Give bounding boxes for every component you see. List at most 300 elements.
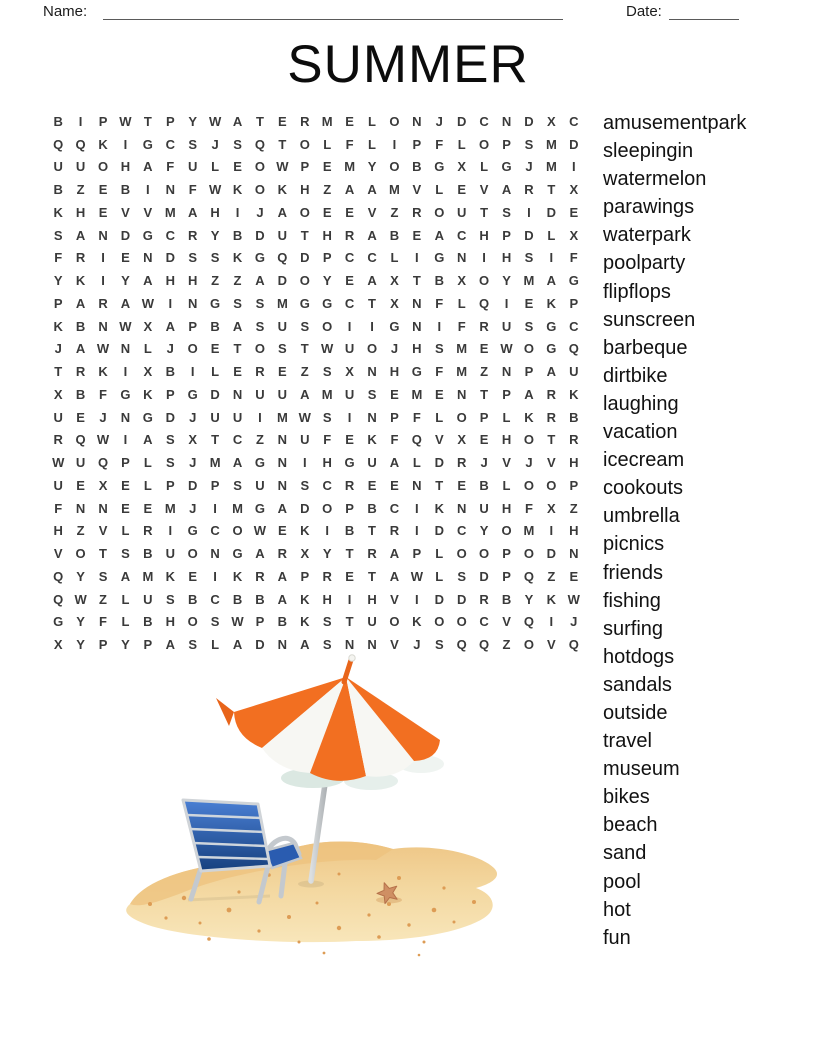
grid-letter: D — [188, 477, 198, 493]
grid-letter: Y — [322, 546, 332, 562]
grid-letter: P — [502, 227, 511, 243]
grid-letter: L — [143, 455, 152, 471]
grid-letter: A — [524, 386, 534, 402]
grid-letter: A — [389, 546, 400, 562]
grid-letter: P — [165, 477, 175, 493]
word-list-item: cookouts — [603, 477, 684, 500]
grid-letter: N — [412, 113, 422, 129]
grid-letter: I — [527, 204, 531, 220]
grid-letter: T — [99, 546, 107, 562]
grid-letter: H — [300, 182, 310, 198]
grid-letter: T — [345, 614, 354, 630]
grid-letter: Q — [75, 136, 86, 152]
grid-letter: F — [99, 614, 107, 630]
grid-letter: D — [120, 227, 131, 243]
grid-letter: O — [366, 341, 378, 357]
grid-letter: W — [119, 318, 132, 334]
grid-letter: Z — [255, 432, 264, 448]
grid-letter: L — [121, 591, 130, 607]
grid-letter: N — [120, 409, 131, 425]
grid-letter: B — [143, 546, 153, 562]
grid-letter: Y — [479, 523, 489, 539]
grid-letter: X — [188, 432, 198, 448]
grid-letter: X — [143, 364, 153, 380]
grid-letter: S — [188, 637, 198, 653]
grid-letter: H — [165, 614, 175, 630]
grid-letter: I — [235, 204, 240, 220]
grid-letter: N — [501, 113, 512, 129]
grid-letter: C — [210, 591, 220, 607]
grid-letter: A — [367, 273, 377, 289]
grid-letter: O — [479, 546, 490, 562]
grid-letter: W — [321, 341, 334, 357]
grid-letter: V — [98, 523, 108, 539]
grid-letter: T — [368, 523, 376, 539]
grid-letter: O — [479, 273, 490, 289]
grid-letter: H — [389, 364, 400, 380]
grid-letter: G — [546, 341, 557, 357]
grid-letter: S — [278, 341, 287, 357]
word-list-item: watermelon — [603, 168, 707, 191]
grid-letter: O — [456, 409, 467, 425]
grid-letter: J — [525, 159, 533, 175]
grid-letter: P — [121, 455, 130, 471]
grid-letter: I — [101, 273, 105, 289]
grid-letter: A — [277, 568, 288, 584]
grid-letter: G — [568, 273, 579, 289]
grid-letter: J — [54, 341, 62, 357]
word-list-item: poolparty — [603, 252, 686, 275]
grid-letter: B — [255, 591, 265, 607]
grid-letter: I — [168, 523, 173, 539]
grid-letter: U — [277, 227, 288, 243]
grid-letter: L — [390, 250, 399, 266]
grid-letter: E — [434, 386, 444, 402]
grid-letter: F — [345, 136, 354, 152]
grid-letter: W — [52, 455, 65, 471]
grid-letter: S — [434, 637, 444, 653]
grid-letter: A — [232, 637, 243, 653]
word-list-item: waterpark — [603, 224, 691, 247]
grid-letter: A — [120, 295, 131, 311]
grid-letter: R — [188, 227, 198, 243]
grid-letter: R — [457, 455, 467, 471]
grid-letter: Q — [568, 341, 579, 357]
word-list-item: picnics — [603, 533, 665, 556]
grid-letter: D — [457, 113, 467, 129]
grid-letter: O — [546, 477, 557, 493]
grid-letter: Y — [367, 159, 377, 175]
grid-letter: S — [434, 341, 444, 357]
grid-letter: E — [345, 568, 354, 584]
grid-letter: P — [165, 386, 175, 402]
grid-letter: M — [545, 159, 557, 175]
grid-letter: G — [142, 136, 153, 152]
grid-letter: A — [143, 159, 153, 175]
grid-letter: X — [143, 318, 153, 334]
grid-letter: J — [525, 455, 533, 471]
word-list-item: pool — [603, 870, 641, 893]
grid-letter: S — [121, 546, 130, 562]
grid-letter: W — [208, 182, 222, 198]
grid-letter: R — [412, 204, 422, 220]
grid-letter: E — [390, 386, 399, 402]
grid-letter: I — [415, 591, 419, 607]
grid-letter: E — [278, 364, 287, 380]
grid-letter: Q — [411, 432, 422, 448]
word-list-item: bikes — [603, 786, 650, 809]
grid-letter: G — [434, 159, 445, 175]
grid-letter: U — [367, 614, 377, 630]
grid-letter: A — [277, 204, 288, 220]
grid-letter: Q — [523, 614, 534, 630]
grid-letter: T — [412, 273, 421, 289]
grid-letter: S — [300, 318, 310, 334]
grid-letter: H — [210, 204, 220, 220]
grid-letter: A — [255, 546, 265, 562]
grid-letter: S — [502, 204, 511, 220]
grid-letter: D — [546, 204, 557, 220]
grid-letter: W — [208, 113, 222, 129]
grid-letter: K — [53, 204, 63, 220]
grid-letter: V — [434, 432, 444, 448]
grid-letter: J — [189, 455, 197, 471]
grid-letter: H — [322, 591, 332, 607]
grid-letter: U — [501, 318, 512, 334]
grid-letter: E — [76, 477, 85, 493]
grid-letter: H — [120, 159, 131, 175]
grid-letter: Z — [76, 182, 85, 198]
grid-letter: V — [479, 182, 489, 198]
grid-letter: T — [255, 113, 264, 129]
word-list-item: laughing — [603, 392, 679, 415]
grid-letter: X — [300, 546, 310, 562]
grid-letter: O — [187, 341, 198, 357]
grid-letter: N — [569, 546, 579, 562]
grid-letter: T — [547, 182, 556, 198]
grid-letter: J — [166, 341, 174, 357]
grid-letter: Q — [97, 455, 109, 471]
grid-letter: L — [435, 568, 444, 584]
grid-letter: S — [524, 318, 534, 334]
grid-letter: A — [188, 204, 198, 220]
grid-letter: J — [480, 455, 488, 471]
grid-letter: E — [457, 182, 467, 198]
grid-letter: A — [367, 182, 377, 198]
grid-letter: U — [344, 341, 355, 357]
grid-letter: O — [501, 523, 512, 539]
grid-letter: V — [502, 455, 511, 471]
grid-letter: M — [209, 455, 221, 471]
grid-letter: B — [412, 159, 422, 175]
grid-letter: I — [504, 295, 509, 311]
grid-letter: L — [121, 614, 130, 630]
grid-letter: W — [500, 341, 513, 357]
word-list-item: beach — [603, 814, 658, 837]
grid-letter: N — [412, 318, 422, 334]
grid-letter: A — [75, 341, 86, 357]
grid-letter: D — [569, 136, 579, 152]
grid-letter: F — [569, 250, 578, 266]
grid-letter: W — [96, 432, 110, 448]
grid-letter: D — [210, 386, 220, 402]
grid-letter: U — [367, 455, 377, 471]
grid-letter: I — [549, 523, 554, 539]
grid-letter: S — [300, 477, 310, 493]
grid-letter: A — [232, 113, 243, 129]
page-title: SUMMER — [287, 35, 529, 94]
grid-letter: O — [389, 159, 400, 175]
grid-letter: C — [569, 318, 579, 334]
grid-letter: U — [232, 409, 243, 425]
grid-letter: U — [300, 432, 310, 448]
grid-letter: N — [120, 341, 131, 357]
grid-letter: F — [54, 250, 63, 266]
grid-letter: U — [569, 364, 579, 380]
grid-letter: R — [479, 318, 489, 334]
grid-letter: O — [254, 159, 265, 175]
grid-letter: A — [232, 318, 243, 334]
grid-letter: T — [54, 364, 63, 380]
grid-letter: S — [233, 477, 242, 493]
grid-letter: I — [549, 250, 554, 266]
grid-letter: F — [412, 409, 421, 425]
grid-letter: C — [165, 136, 175, 152]
grid-letter: D — [434, 455, 444, 471]
grid-letter: D — [165, 250, 175, 266]
grid-letter: Q — [53, 591, 64, 607]
grid-letter: P — [300, 568, 310, 584]
grid-letter: X — [457, 159, 467, 175]
grid-letter: K — [367, 432, 377, 448]
grid-letter: H — [367, 591, 377, 607]
grid-letter: U — [344, 386, 355, 402]
grid-letter: I — [482, 250, 486, 266]
grid-letter: K — [546, 295, 557, 311]
grid-letter: K — [300, 523, 310, 539]
grid-letter: G — [254, 250, 265, 266]
grid-letter: V — [547, 455, 556, 471]
grid-letter: M — [276, 409, 288, 425]
grid-letter: B — [165, 364, 175, 380]
grid-letter: L — [412, 455, 421, 471]
grid-letter: L — [211, 159, 220, 175]
grid-letter: O — [479, 136, 490, 152]
grid-letter: F — [188, 182, 197, 198]
word-list-item: sand — [603, 842, 647, 865]
grid-letter: N — [165, 182, 175, 198]
grid-letter: R — [367, 546, 377, 562]
grid-letter: Y — [121, 637, 130, 653]
name-label: Name: — [43, 3, 88, 20]
grid-letter: G — [299, 295, 310, 311]
grid-letter: H — [501, 500, 512, 516]
grid-letter: G — [53, 614, 64, 630]
grid-letter: B — [188, 591, 198, 607]
grid-letter: U — [53, 409, 63, 425]
grid-letter: I — [549, 614, 554, 630]
grid-letter: A — [367, 227, 377, 243]
grid-letter: W — [231, 614, 244, 630]
grid-letter: B — [210, 318, 220, 334]
grid-letter: B — [53, 182, 63, 198]
grid-letter: O — [254, 182, 265, 198]
grid-letter: I — [392, 136, 397, 152]
grid-letter: Q — [75, 432, 86, 448]
grid-letter: E — [76, 409, 85, 425]
word-list-item: hotdogs — [603, 645, 675, 668]
word-list-item: museum — [603, 758, 680, 781]
grid-letter: G — [254, 500, 265, 516]
grid-letter: C — [210, 523, 220, 539]
grid-letter: G — [344, 455, 355, 471]
grid-letter: A — [389, 568, 400, 584]
grid-letter: M — [344, 159, 356, 175]
grid-letter: D — [300, 250, 310, 266]
grid-letter: E — [210, 341, 220, 357]
grid-letter: V — [143, 204, 153, 220]
grid-letter: N — [277, 637, 288, 653]
grid-letter: T — [345, 546, 354, 562]
grid-letter: Z — [99, 591, 107, 607]
grid-letter: B — [569, 409, 579, 425]
grid-letter: N — [501, 364, 512, 380]
grid-letter: C — [344, 250, 355, 266]
word-list-item: friends — [603, 561, 664, 584]
grid-letter: K — [232, 568, 243, 584]
grid-letter: M — [232, 500, 243, 516]
grid-letter: D — [255, 227, 265, 243]
grid-letter: K — [232, 250, 243, 266]
grid-letter: G — [322, 295, 333, 311]
grid-letter: S — [255, 295, 265, 311]
grid-letter: P — [569, 477, 579, 493]
grid-letter: A — [546, 364, 557, 380]
grid-letter: R — [344, 227, 355, 243]
grid-letter: E — [345, 273, 354, 289]
grid-letter: P — [569, 295, 579, 311]
grid-letter: A — [501, 182, 512, 198]
date-label: Date: — [626, 3, 662, 20]
grid-letter: T — [480, 204, 489, 220]
grid-letter: Y — [502, 273, 511, 289]
grid-letter: Y — [76, 614, 85, 630]
grid-letter: B — [232, 227, 243, 243]
grid-letter: F — [390, 432, 399, 448]
grid-letter: R — [53, 432, 63, 448]
grid-letter: K — [98, 136, 108, 152]
grid-letter: E — [345, 432, 354, 448]
grid-letter: U — [277, 386, 288, 402]
grid-letter: I — [258, 409, 262, 425]
grid-letter: A — [434, 227, 444, 243]
grid-letter: L — [502, 409, 511, 425]
grid-letter: Q — [254, 136, 265, 152]
grid-letter: H — [165, 273, 175, 289]
grid-letter: J — [189, 500, 197, 516]
grid-letter: C — [344, 295, 355, 311]
grid-letter: P — [479, 409, 489, 425]
grid-letter: J — [390, 341, 399, 357]
grid-letter: U — [165, 546, 175, 562]
grid-letter: H — [188, 273, 198, 289]
grid-letter: Q — [568, 637, 579, 653]
grid-letter: Z — [480, 364, 489, 380]
grid-letter: E — [367, 477, 377, 493]
grid-letter: W — [119, 113, 132, 129]
grid-letter: I — [437, 318, 442, 334]
grid-letter: R — [98, 295, 108, 311]
grid-letter: M — [321, 386, 333, 402]
grid-letter: F — [166, 159, 175, 175]
grid-letter: P — [502, 386, 511, 402]
grid-letter: L — [480, 159, 489, 175]
grid-letter: I — [415, 500, 419, 516]
grid-letter: O — [434, 614, 445, 630]
grid-letter: D — [434, 523, 444, 539]
grid-letter: P — [255, 614, 265, 630]
grid-letter: I — [347, 409, 352, 425]
grid-letter: R — [75, 364, 86, 380]
grid-letter: S — [233, 295, 242, 311]
grid-letter: M — [142, 568, 154, 584]
grid-letter: L — [143, 477, 152, 493]
grid-letter: L — [435, 182, 444, 198]
grid-letter: A — [300, 637, 310, 653]
grid-letter: P — [300, 159, 310, 175]
grid-letter: T — [547, 432, 556, 448]
grid-letter: Z — [502, 637, 511, 653]
grid-letter: A — [75, 295, 86, 311]
grid-letter: Y — [524, 591, 534, 607]
grid-letter: G — [546, 318, 557, 334]
grid-letter: V — [390, 591, 399, 607]
grid-letter: Q — [277, 250, 288, 266]
grid-letter: D — [165, 409, 175, 425]
grid-letter: T — [143, 113, 152, 129]
grid-letter: M — [411, 386, 423, 402]
grid-letter: G — [120, 386, 131, 402]
grid-letter: S — [457, 568, 467, 584]
grid-letter: O — [187, 546, 198, 562]
grid-letter: R — [389, 523, 400, 539]
grid-letter: I — [415, 250, 419, 266]
grid-letter: S — [322, 409, 332, 425]
grid-letter: O — [75, 546, 86, 562]
grid-letter: G — [210, 295, 221, 311]
grid-letter: R — [524, 182, 534, 198]
grid-letter: D — [524, 227, 534, 243]
grid-letter: N — [98, 227, 108, 243]
grid-letter: J — [99, 409, 107, 425]
grid-letter: H — [479, 227, 489, 243]
grid-letter: C — [165, 227, 175, 243]
grid-letter: D — [255, 637, 265, 653]
grid-letter: P — [412, 546, 422, 562]
grid-letter: L — [121, 523, 130, 539]
grid-letter: H — [412, 341, 422, 357]
grid-letter: E — [322, 159, 332, 175]
grid-letter: S — [210, 614, 220, 630]
grid-letter: O — [232, 523, 243, 539]
grid-letter: I — [101, 250, 105, 266]
grid-letter: G — [187, 386, 198, 402]
grid-letter: K — [412, 614, 422, 630]
word-list-item: fun — [603, 926, 631, 949]
grid-letter: P — [322, 250, 332, 266]
grid-letter: K — [300, 591, 310, 607]
grid-letter: M — [523, 523, 535, 539]
